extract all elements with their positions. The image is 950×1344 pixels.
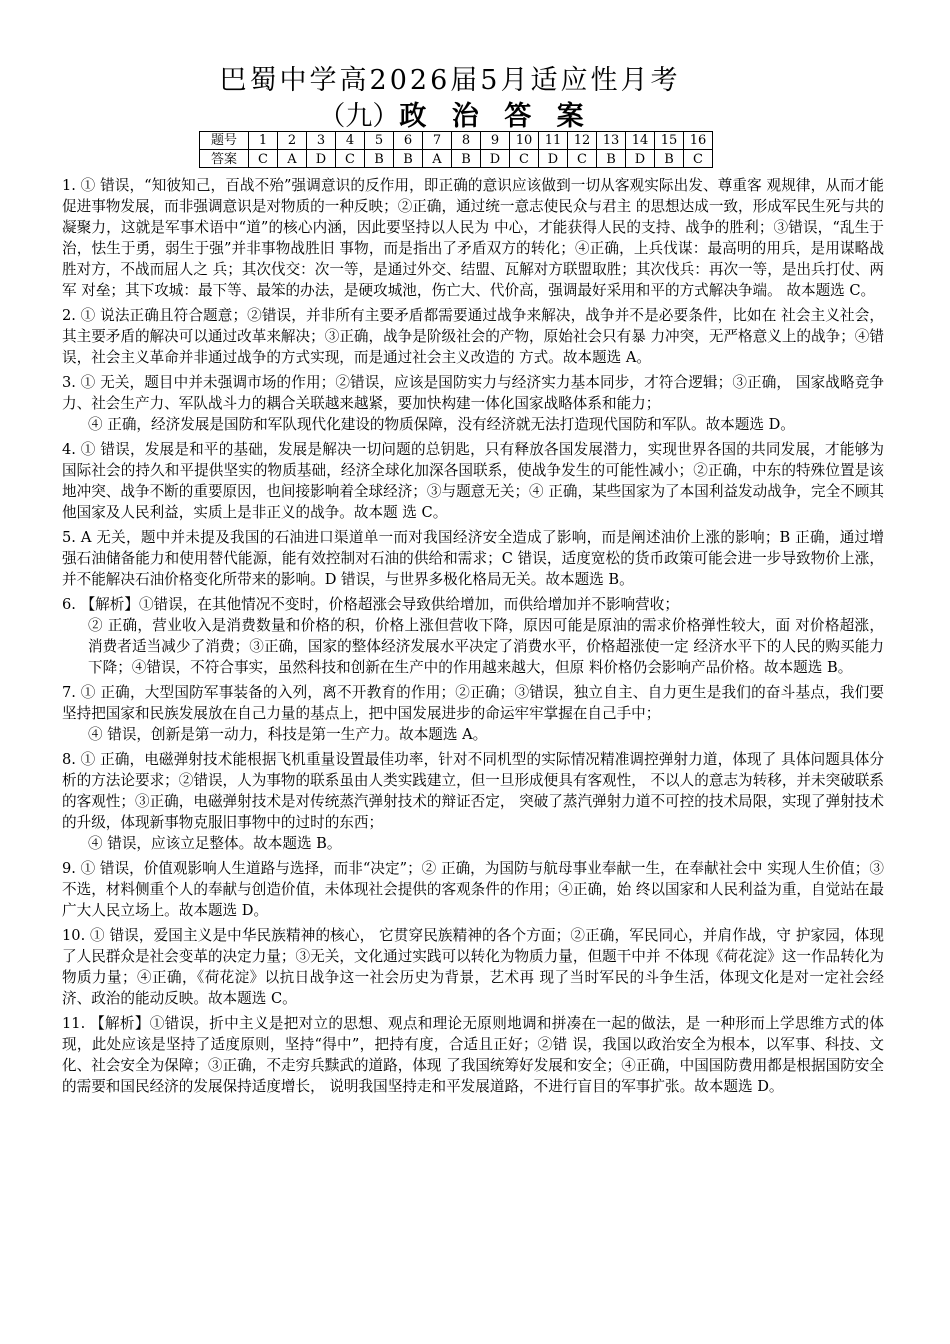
answer-cell: D	[539, 150, 568, 168]
answer-cell: C	[249, 150, 278, 168]
row-label-numbers: 题号	[200, 132, 249, 150]
explanation-paragraph: 9. ① 错误，价值观影响人生道路与选择，而非“决定”；② 正确，为国防与航母事业奉献一生，在奉献社会中 实现人生价值；③不选，材料侧重个人的奉献与创造价值，未体现社会提供的客观条件的作用；④正确，始 终以国家和人民利益为重，自觉站在最广大人民立场上。故本题选 D。	[62, 860, 884, 919]
row-label-answers: 答案	[200, 150, 249, 168]
answer-table	[199, 131, 713, 168]
answer-cell: B	[365, 150, 394, 168]
question-number: 1	[249, 132, 278, 150]
answer-explanations	[62, 175, 884, 1101]
explanation-paragraph: ④ 错误，应该立足整体。故本题选 B。	[88, 835, 342, 852]
explanation-q4	[62, 439, 884, 523]
answer-cell: A	[423, 150, 452, 168]
answer-cell: B	[597, 150, 626, 168]
answer-cell: D	[481, 150, 510, 168]
answer-table-answers-row	[200, 150, 713, 168]
answer-cell: D	[626, 150, 655, 168]
explanation-paragraph: ② 正确，营业收入是消费数量和价格的积，价格上涨但营收下降，原因可能是原油的需求价格弹性较大，面 对价格超涨，消费者适当减少了消费；③正确，国家的整体经济发展水平决定了消费水平，价格超涨使一定 经济水平下的人民的购买能力下降；④错误，不符合事实，虽然科技和创新在生产中的作用越来越大，但原 料价格仍会影响产品价格。故本题选 B。	[88, 617, 884, 676]
question-number: 11	[539, 132, 568, 150]
explanation-paragraph: 4. ① 错误，发展是和平的基础，发展是解决一切问题的总钥匙，只有释放各国发展潜力，实现世界各国的共同发展，才能够为国际社会的持久和平提供坚实的物质基础，经济全球化加深各国联系，使战争发生的可能性减小；②正确，中东的特殊位置是该地冲突、战争不断的重要原因，也间接影响着全球经济；③与题意无关；④ 正确，某些国家为了本国利益发动战争，完全不顾其他国家及人民利益，实质上是非正义的战争。故本题 选 C。	[62, 441, 884, 521]
question-number: 16	[684, 132, 713, 150]
document-title: 巴蜀中学高2026届5月适应性月考	[219, 65, 681, 96]
answer-cell: C	[568, 150, 597, 168]
document-subtitle	[0, 94, 910, 133]
explanation-paragraph: 10. ① 错误，爱国主义是中华民族精神的核心， 它贯穿民族精神的各个方面；②正确，军民同心，并肩作战，守 护家园，体现了人民群众是社会变革的决定力量；③无关，文化通过实践可以转化为物质力量，但题干中并 不体现《荷花淀》这一作品转化为物质力量；④正确，《荷花淀》以抗日战争这一社会历史为背景，艺术再 现了当时军民的斗争生活，体现文化是对一定社会经济、政治的能动反映。故本题选 C。	[62, 927, 884, 1007]
explanation-paragraph: ④ 错误，创新是第一动力，科技是第一生产力。故本题选 A。	[88, 726, 488, 743]
question-number: 3	[307, 132, 336, 150]
explanation-q3	[62, 372, 884, 435]
explanation-paragraph: 3. ① 无关，题目中并未强调市场的作用；②错误，应该是国防实力与经济实力基本同步，才符合逻辑；③正确， 国家战略竞争力、社会生产力、军队战斗力的耦合关联越来越紧，要加快构建一体化国家战略体系和能力；	[62, 374, 884, 412]
question-number: 7	[423, 132, 452, 150]
answer-cell: B	[452, 150, 481, 168]
question-number: 14	[626, 132, 655, 150]
question-number: 15	[655, 132, 684, 150]
subtitle-prefix: （九）	[318, 101, 400, 132]
subtitle-main: 政 治 答 案	[399, 101, 592, 132]
question-number: 12	[568, 132, 597, 150]
question-number: 13	[597, 132, 626, 150]
answer-cell: C	[510, 150, 539, 168]
question-number: 4	[336, 132, 365, 150]
question-number: 6	[394, 132, 423, 150]
explanation-q7	[62, 682, 884, 745]
explanation-q10	[62, 925, 884, 1009]
question-number: 10	[510, 132, 539, 150]
answer-cell: B	[655, 150, 684, 168]
answer-cell: C	[336, 150, 365, 168]
explanation-paragraph: 8. ① 正确，电磁弹射技术能根据飞机重量设置最佳功率，针对不同机型的实际情况精准调控弹射力道，体现了 具体问题具体分析的方法论要求；②错误，人为事物的联系虽由人类实践建立，但一旦形成便具有客观性， 不以人的意志为转移，并未突破联系的客观性；③正确，电磁弹射技术是对传统蒸汽弹射技术的辩证否定， 突破了蒸汽弹射力道不可控的技术局限，实现了弹射技术的升级，体现新事物克服旧事物中的过时的东西；	[62, 751, 884, 831]
explanation-paragraph: 2. ① 说法正确且符合题意；②错误，并非所有主要矛盾都需要通过战争来解决，战争并不是必要条件，比如在 社会主义社会，其主要矛盾的解决可以通过改革来解决；③正确，战争是阶级社会的产物，原始社会只有暴 力冲突，无严格意义上的战争；④错误，社会主义革命并非通过战争的方式实现，而是通过社会主义改造的 方式。故本题选 A。	[62, 307, 884, 366]
explanation-q9	[62, 858, 884, 921]
explanation-q5	[62, 527, 884, 590]
explanation-q6	[62, 594, 884, 678]
question-number: 2	[278, 132, 307, 150]
answer-cell: B	[394, 150, 423, 168]
question-number: 9	[481, 132, 510, 150]
explanation-paragraph: 1. ① 错误，“知彼知己，百战不殆”强调意识的反作用，即正确的意识应该做到一切从客观实际出发、尊重客 观规律，从而才能促进事物发展，而非强调意识是对物质的一种反映；②正确，通过统一意志使民众与君主 的思想达成一致，形成军民生死与共的凝聚力，这就是军事术语中“道”的核心内涵，因此要坚持以人民为 中心，才能获得人民的支持、战争的胜利；③错误，“乱生于治，怯生于勇，弱生于强”并非事物战胜旧 事物，而是指出了矛盾双方的转化；④正确，上兵伐谋：最高明的用兵，是用谋略战胜对方，不战而屈人之 兵；其次伐交：次一等，是通过外交、结盟、瓦解对方联盟取胜；其次伐兵：再次一等，是出兵打仗、两军 对垒；其下攻城：最下等、最笨的办法，是硬攻城池，伤亡大、代价高，强调最好采用和平的方式解决争端。 故本题选 C。	[62, 177, 884, 299]
answer-cell: C	[684, 150, 713, 168]
question-number: 5	[365, 132, 394, 150]
explanation-q8	[62, 749, 884, 854]
explanation-paragraph: 11. 【解析】①错误，折中主义是把对立的思想、观点和理论无原则地调和拼凑在一起的做法，是 一种形而上学思维方式的体现，此处应该是坚持了适度原则，坚持“得中”，把持有度，合适且正好；②错 误，我国以政治安全为根本，以军事、科技、文化、社会安全为保障；③正确，不走穷兵黩武的道路，体现 了我国统筹好发展和安全；④正确，中国国防费用都是根据国防安全的需要和国民经济的发展保持适度增长， 说明我国坚持走和平发展道路，不进行盲目的军事扩张。故本题选 D。	[62, 1015, 884, 1095]
answer-table-numbers-row	[200, 132, 713, 150]
explanation-paragraph: 7. ① 正确，大型国防军事装备的入列，离不开教育的作用；②正确；③错误，独立自主、自力更生是我们的奋斗基点，我们要坚持把国家和民族发展放在自己力量的基点上，把中国发展进步的命运牢牢掌握在自己手中；	[62, 684, 884, 722]
explanation-q11	[62, 1013, 884, 1097]
explanation-paragraph: 6. 【解析】①错误，在其他情况不变时，价格超涨会导致供给增加，而供给增加并不影响营收；	[62, 596, 679, 613]
question-number: 8	[452, 132, 481, 150]
explanation-q1	[62, 175, 884, 301]
answer-cell: A	[278, 150, 307, 168]
explanation-paragraph: ④ 正确，经济发展是国防和军队现代化建设的物质保障，没有经济就无法打造现代国防和军队。故本题选 D。	[88, 416, 795, 433]
explanation-q2	[62, 305, 884, 368]
answer-cell: D	[307, 150, 336, 168]
explanation-paragraph: 5. A 无关，题中并未提及我国的石油进口渠道单一而对我国经济安全造成了影响，而是阐述油价上涨的影响；B 正确，通过增强石油储备能力和使用替代能源，能有效控制对石油的供给和需求；C 错误，适度宽松的货币政策可能会进一步导致物价上涨，并不能解决石油价格变化所带来的影响。D 错误，与世界多极化格局无关。故本题选 B。	[62, 529, 884, 588]
